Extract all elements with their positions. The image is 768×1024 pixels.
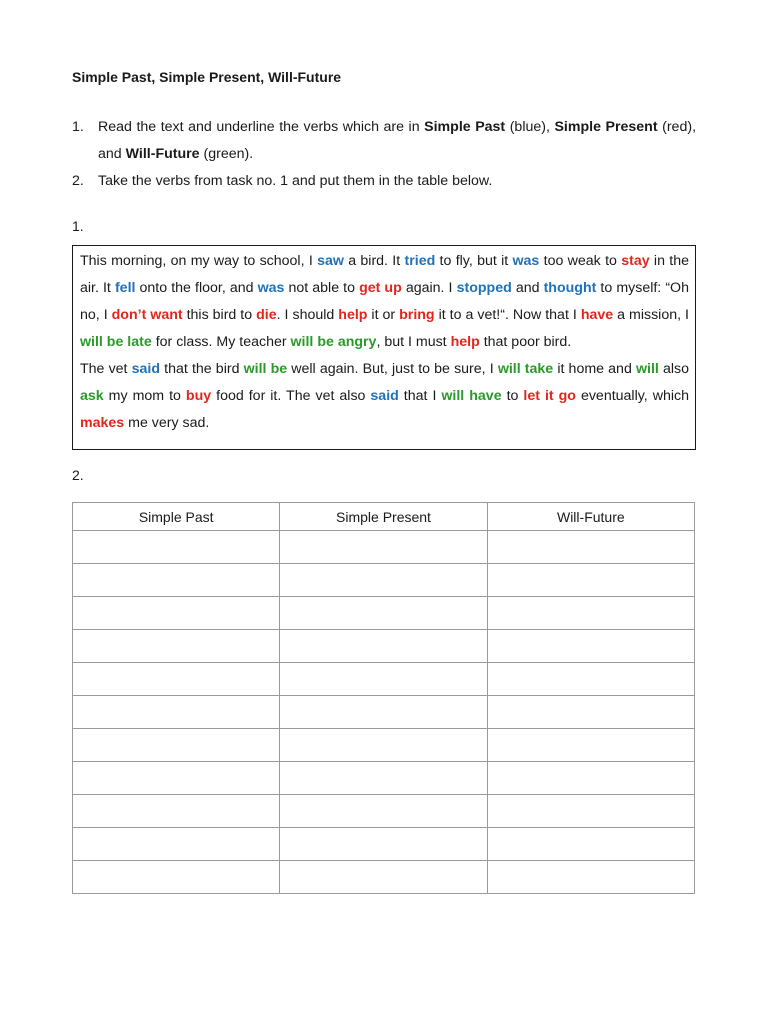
section-2-label: 2. [72,467,84,483]
story-text-segment: a mission, I [613,307,689,323]
verb-present: help [338,307,368,323]
task-text-segment: Take the verbs from task no. 1 and put them in the table below. [98,173,493,189]
story-text-segment: eventually, which [575,388,689,404]
story-text-segment: me very sad. [124,415,210,431]
table-cell[interactable] [280,597,487,630]
verb-future: will be [243,361,288,377]
task-item [72,168,696,195]
task-text-segment: Read the text and underline the verbs which are in [98,119,425,135]
story-text-segment: too weak to [539,253,622,269]
table-cell[interactable] [73,597,280,630]
table-cell[interactable] [487,762,694,795]
story-paragraph [80,248,689,356]
story-text-segment: that the bird [160,361,244,377]
verb-present: buy [185,388,212,404]
table-cell[interactable] [487,729,694,762]
table-cell[interactable] [487,795,694,828]
table-cell[interactable] [280,531,487,564]
story-text-segment: this bird to [182,307,257,323]
story-text-segment: my mom to [103,388,186,404]
story-text-segment: it home and [553,361,636,377]
story-text-segment: The vet [80,361,132,377]
verb-present: don’t want [111,307,183,323]
task-item [72,114,696,168]
verb-past: stopped [456,280,512,296]
verb-table-body [73,531,695,894]
verb-future: ask [80,388,104,404]
table-cell[interactable] [73,861,280,894]
story-text-segment: in the air. It [80,253,689,296]
table-row [73,597,695,630]
table-cell[interactable] [73,663,280,696]
verb-future: will [635,361,659,377]
verb-past: said [131,361,161,377]
task-number: 1. [72,119,84,135]
verb-present: stay [621,253,650,269]
task-text-segment: (red), and [98,119,697,162]
story-text-segment: to [501,388,524,404]
story-text-segment: well again. But, just to be sure, I [287,361,498,377]
task-keyword: Simple Present [554,119,658,135]
verb-future: will take [497,361,554,377]
story-text-segment: again. I [401,280,457,296]
task-text [98,114,696,168]
verb-present: help [450,334,480,350]
verb-past: tried [404,253,436,269]
task-keyword: Will-Future [125,146,200,162]
column-header: Simple Present [280,503,487,531]
verb-future: will be angry [290,334,377,350]
table-cell[interactable] [487,531,694,564]
table-row [73,630,695,663]
verb-future: will have [441,388,502,404]
verb-table [72,502,695,894]
table-row [73,828,695,861]
task-text-segment: (green). [199,146,254,162]
task-list [72,114,696,195]
table-cell[interactable] [73,762,280,795]
story-text-segment: not able to [284,280,360,296]
task-number: 2. [72,173,84,189]
table-cell[interactable] [280,696,487,729]
verb-present: makes [80,415,125,431]
column-header: Simple Past [73,503,280,531]
verb-present: have [580,307,614,323]
table-cell[interactable] [487,663,694,696]
table-cell[interactable] [73,630,280,663]
table-row [73,762,695,795]
table-row [73,696,695,729]
story-text-segment: it or [367,307,400,323]
table-cell[interactable] [487,696,694,729]
story-text-segment: , but I must [376,334,451,350]
story-text-segment: to myself: “Oh no, I [80,280,689,323]
story-text-segment: that I [398,388,442,404]
table-cell[interactable] [73,564,280,597]
verb-past: was [257,280,285,296]
story-text-segment: to fly, but it [435,253,513,269]
task-keyword: Simple Past [424,119,506,135]
verb-past: was [512,253,540,269]
table-cell[interactable] [280,630,487,663]
task-text-segment: (blue), [505,119,555,135]
table-cell[interactable] [73,828,280,861]
table-cell[interactable] [280,663,487,696]
column-header: Will-Future [487,503,694,531]
story-text-segment: a bird. It [343,253,405,269]
verb-past: fell [114,280,136,296]
verb-present: get up [359,280,402,296]
task-text [98,168,696,195]
table-cell[interactable] [487,564,694,597]
table-cell[interactable] [487,630,694,663]
table-row [73,861,695,894]
verb-table-header-row [73,503,695,531]
table-cell[interactable] [280,564,487,597]
table-cell[interactable] [487,861,694,894]
table-cell[interactable] [280,729,487,762]
table-cell[interactable] [280,795,487,828]
table-cell[interactable] [280,861,487,894]
table-cell[interactable] [73,531,280,564]
story-text-segment: also [658,361,690,377]
story-text-segment: for class. My teacher [151,334,291,350]
story-text-segment: onto the floor, and [135,280,258,296]
verb-past: saw [317,253,344,269]
table-cell[interactable] [73,696,280,729]
verb-present: die [256,307,277,323]
table-row [73,663,695,696]
verb-past: thought [543,280,597,296]
verb-future: will be late [80,334,152,350]
verb-present: let it go [523,388,576,404]
section-1-label: 1. [72,218,84,234]
table-cell[interactable] [73,729,280,762]
worksheet [72,66,696,894]
table-cell[interactable] [280,762,487,795]
story-text-segment: it to a vet!“. Now that I [434,307,581,323]
verb-present: bring [399,307,435,323]
story-text-segment: and [511,280,544,296]
table-row [73,729,695,762]
table-row [73,795,695,828]
verb-past: said [370,388,399,404]
table-row [73,531,695,564]
story-text-box [72,245,696,450]
story-text-segment: This morning, on my way to school, I [80,253,318,269]
story-text-segment: . I should [276,307,339,323]
table-row [73,564,695,597]
story-text-segment: that poor bird. [479,334,572,350]
worksheet-title: Simple Past, Simple Present, Will-Future [72,69,342,85]
table-cell[interactable] [487,828,694,861]
story-paragraph [80,356,689,437]
table-cell[interactable] [487,597,694,630]
table-cell[interactable] [73,795,280,828]
story-text-segment: food for it. The vet also [211,388,371,404]
table-cell[interactable] [280,828,487,861]
